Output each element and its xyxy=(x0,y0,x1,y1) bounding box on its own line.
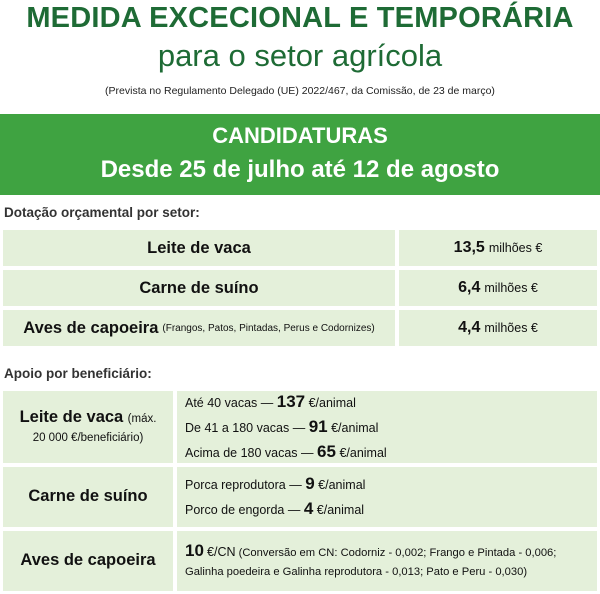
rate-line: De 41 a 180 vacas — 91 €/animal xyxy=(185,416,379,436)
budget-amount: 4,4 xyxy=(458,319,481,336)
rate-line: Porco de engorda — 4 €/animal xyxy=(185,499,365,518)
sector-name: Aves de capoeira xyxy=(23,318,159,337)
rate-amount: 91 xyxy=(308,416,328,436)
budget-value-aves xyxy=(399,310,597,346)
rate-line: Porca reprodutora — 9 €/animal xyxy=(185,474,366,493)
beneficiary-name: Leite de vaca xyxy=(19,408,124,427)
budget-value-leite xyxy=(399,230,597,266)
rate-line: Acima de 180 vacas — 65 €/animal xyxy=(185,441,387,461)
budget-sector-aves xyxy=(3,310,395,346)
rate-amount: 9 xyxy=(305,474,315,493)
budget-value-suino xyxy=(399,270,597,306)
support-section-label: Apoio por beneficiário: xyxy=(4,366,152,381)
budget-unit: milhões € xyxy=(484,321,538,335)
support-sector-leite xyxy=(3,391,173,463)
beneficiary-name: Carne de suíno xyxy=(28,487,148,506)
regulation-reference: (Prevista no Regulamento Delegado (UE) 2022/467, da Comissão, de 23 de março) xyxy=(105,85,495,97)
budget-amount: 13,5 xyxy=(453,239,485,256)
aves-rate-text xyxy=(177,541,556,582)
applications-banner xyxy=(0,114,600,195)
budget-sector-leite xyxy=(3,230,395,266)
budget-amount: 6,4 xyxy=(458,279,481,296)
rate-amount: 10 xyxy=(185,540,204,560)
budget-section-label: Dotação orçamental por setor: xyxy=(4,205,200,220)
beneficiary-note-cap: 20 000 €/beneficiário) xyxy=(32,431,144,444)
rate-amount: 137 xyxy=(276,391,306,411)
rate-amount: 4 xyxy=(303,499,314,518)
rate-amount: 65 xyxy=(317,441,336,461)
page-subtitle-heading: para o setor agrícola xyxy=(157,38,443,73)
sector-name: Carne de suíno xyxy=(139,278,259,297)
beneficiary-name: Aves de capoeira xyxy=(20,551,156,570)
support-sector-aves xyxy=(3,531,173,591)
banner-dates: Desde 25 de julho até 12 de agosto xyxy=(100,156,500,183)
budget-unit: milhões € xyxy=(488,241,543,255)
beneficiary-note: (máx. xyxy=(127,413,157,426)
conversion-note: (Conversão em CN: Codorniz - 0,002; Frango e Pintada - 0,006; xyxy=(238,546,557,559)
rate-unit: €/CN xyxy=(207,544,236,559)
sector-name: Leite de vaca xyxy=(147,238,251,257)
budget-sector-suino xyxy=(3,270,395,306)
support-rates-suino xyxy=(177,467,597,527)
support-rates-leite xyxy=(177,391,597,463)
banner-title: CANDIDATURAS xyxy=(212,123,388,148)
support-rates-aves xyxy=(177,531,597,591)
sector-note: (Frangos, Patos, Pintadas, Perus e Codornizes) xyxy=(162,322,375,334)
support-sector-suino xyxy=(3,467,173,527)
budget-unit: milhões € xyxy=(484,281,538,295)
conversion-note-cont: Galinha poedeira e Galinha reprodutora - 0,013; Pato e Peru - 0,030) xyxy=(185,565,528,578)
rate-line: Até 40 vacas — 137 €/animal xyxy=(185,391,356,411)
page-title: MEDIDA EXCECIONAL E TEMPORÁRIA xyxy=(26,2,574,34)
